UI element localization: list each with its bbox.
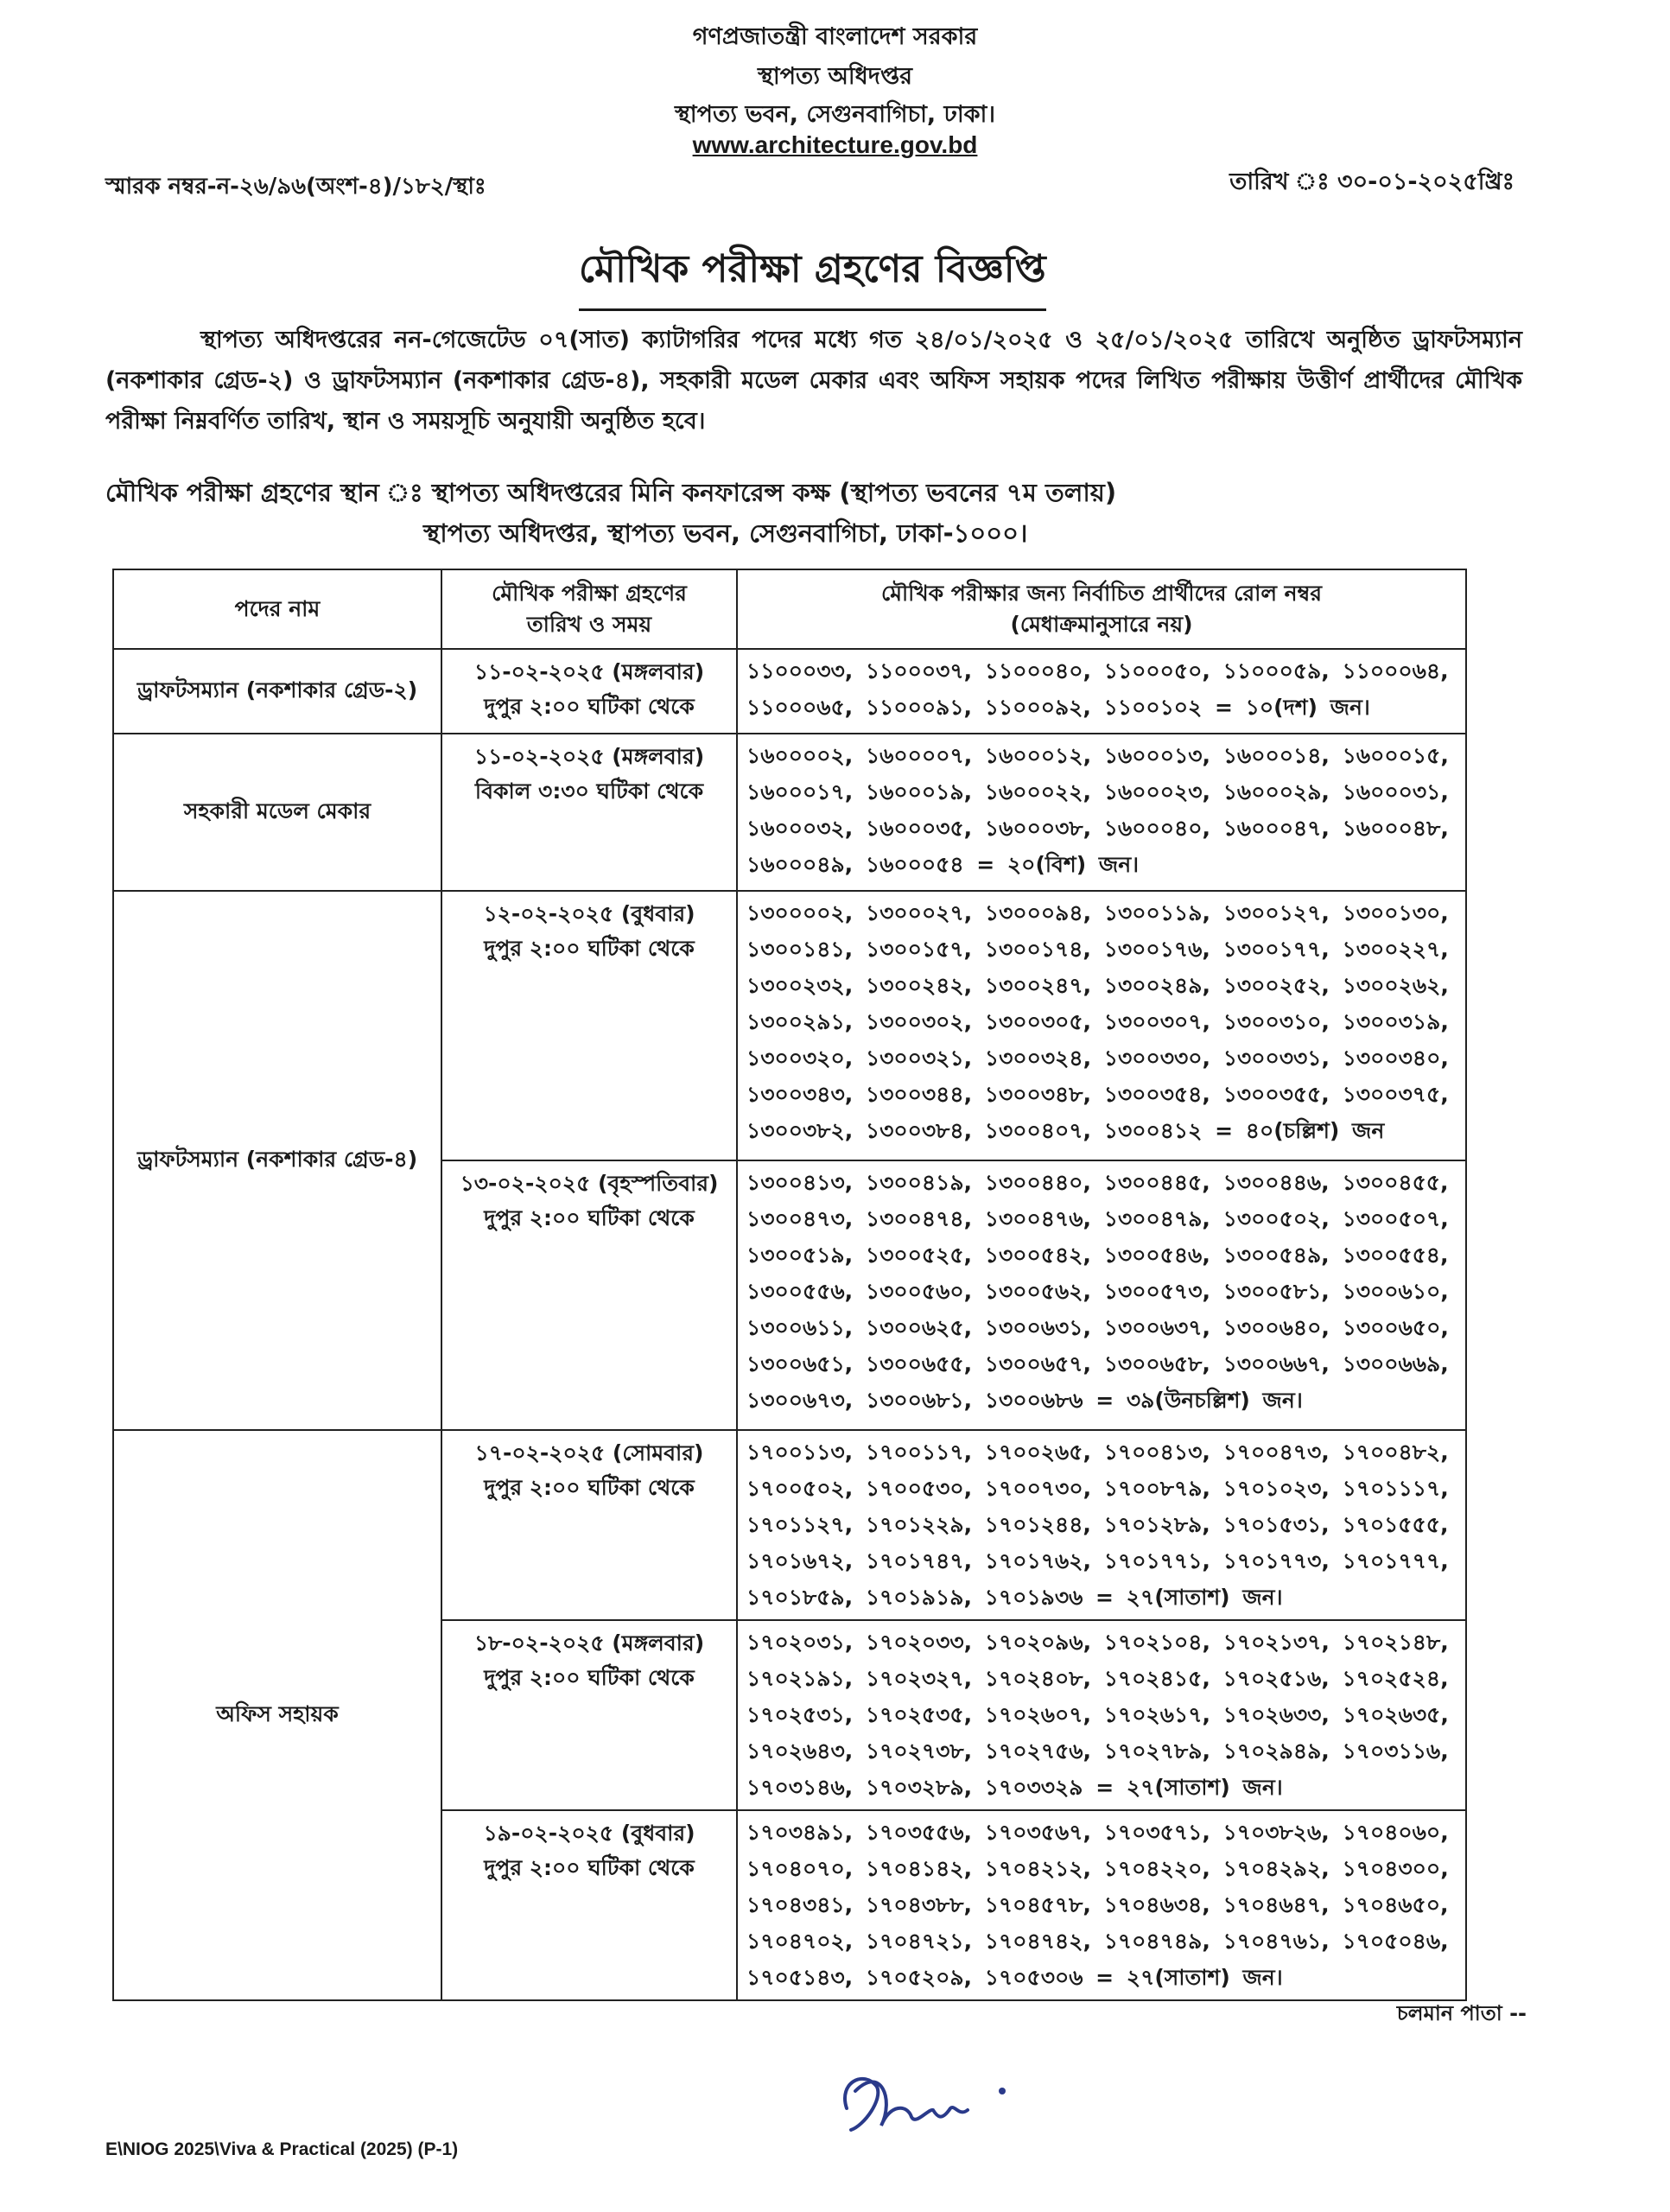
venue-line-1 [105,471,1116,514]
exam-date: ১৭-০২-২০২৫ (সোমবার) [474,1440,704,1465]
rolls-cell: ১৬০০০০২, ১৬০০০০৭, ১৬০০০১২, ১৬০০০১৩, ১৬০০০১৪, ১৬০০০১৫, ১৬০০০১৭, ১৬০০০১৯, ১৬০০০২২, ১৬০০০২৩, ১৬০০০২৯, ১৬০০০৩১, ১৬০০০৩২, ১৬০০০৩৫, ১৬০০০৩৮, ১৬০০০৪০, ১৬০০০৪৭, ১৬০০০৪৮, ১৬০০০৪৯, ১৬০০০৫৪ = ২০(বিশ) জন। [737,734,1466,891]
website-line [0,131,1670,159]
department-name: স্থাপত্য অধিদপ্তর [758,63,912,90]
header-datetime-line2: তারিখ ও সময় [526,612,652,637]
venue-room: স্থাপত্য অধিদপ্তরের মিনি কনফারেন্স কক্ষ (স্থাপত্য ভবনের ৭ম তলায়) [431,478,1117,507]
exam-date: ১৯-০২-২০২৫ (বুধবার) [483,1821,695,1846]
header-rolls-line2: (মেধাক্রমানুসারে নয়) [1010,612,1193,637]
intro-paragraph: স্থাপত্য অধিদপ্তরের নন-গেজেটেড ০৭(সাত) ক্যাটাগরির পদের মধ্যে গত ২৪/০১/২০২৫ ও ২৫/০১/২০২৫ তারিখে অনুষ্ঠিত ড্রাফটসম্যান (নকশাকার গ্রেড-২) ও ড্রাফটসম্যান (নকশাকার গ্রেড-৪), সহকারী মডেল মেকার এবং অফিস সহায়ক পদের লিখিত পরীক্ষায় উত্তীর্ণ প্রার্থীদের মৌখিক পরীক্ষা নিম্নবর্ণিত তারিখ, স্থান ও সময়সূচি অনুযায়ী অনুষ্ঠিত হবে। [105,327,1522,435]
govt-name: গণপ্রজাতন্ত্রী বাংলাদেশ সরকার [692,23,978,50]
post-cell: অফিস সহায়ক [113,1430,441,2000]
header-rolls [737,569,1466,649]
viva-schedule-table [112,569,1467,2001]
exam-date: ১৮-০২-২০২৫ (মঙ্গলবার) [473,1630,705,1656]
signature [829,2056,1028,2152]
rolls-cell: ১৭০২০৩১, ১৭০২০৩৩, ১৭০২০৯৬, ১৭০২১০৪, ১৭০২১৩৭, ১৭০২১৪৮, ১৭০২১৯১, ১৭০২৩২৭, ১৭০২৪০৮, ১৭০২৪১৫, ১৭০২৫১৬, ১৭০২৫২৪, ১৭০২৫৩১, ১৭০২৫৩৫, ১৭০২৬০৭, ১৭০২৬১৭, ১৭০২৬৩৩, ১৭০২৬৩৫, ১৭০২৬৪৩, ১৭০২৭৩৮, ১৭০২৭৫৬, ১৭০২৭৮৯, ১৭০২৯৪৯, ১৭০৩১১৬, ১৭০৩১৪৬, ১৭০৩২৮৯, ১৭০৩৩২৯ = ২৭(সাতাশ) জন। [737,1620,1466,1810]
datetime-cell [441,649,737,734]
table-row [113,649,1466,734]
header-datetime-line1: মৌখিক পরীক্ষা গ্রহণের [492,581,687,606]
post-cell: সহকারী মডেল মেকার [113,734,441,891]
exam-time: দুপুর ২:০০ ঘটিকা থেকে [484,694,695,719]
rolls-cell: ১৩০০০০২, ১৩০০০২৭, ১৩০০০৯৪, ১৩০০১১৯, ১৩০০১২৭, ১৩০০১৩০, ১৩০০১৪১, ১৩০০১৫৭, ১৩০০১৭৪, ১৩০০১৭৬, ১৩০০১৭৭, ১৩০০২২৭, ১৩০০২৩২, ১৩০০২৪২, ১৩০০২৪৭, ১৩০০২৪৯, ১৩০০২৫২, ১৩০০২৬২, ১৩০০২৯১, ১৩০০৩০২, ১৩০০৩০৫, ১৩০০৩০৭, ১৩০০৩১০, ১৩০০৩১৯, ১৩০০৩২০, ১৩০০৩২১, ১৩০০৩২৪, ১৩০০৩৩০, ১৩০০৩৩১, ১৩০০৩৪০, ১৩০০৩৪৩, ১৩০০৩৪৪, ১৩০০৩৪৮, ১৩০০৩৫৪, ১৩০০৩৫৫, ১৩০০৩৭৫, ১৩০০৩৮২, ১৩০০৩৮৪, ১৩০০৪০৭, ১৩০০৪১২ = ৪০(চল্লিশ) জন [737,891,1466,1160]
exam-time: দুপুর ২:০০ ঘটিকা থেকে [484,1205,695,1230]
table-row [113,734,1466,891]
website-link[interactable]: www.architecture.gov.bd [692,131,978,158]
exam-time: দুপুর ২:০০ ঘটিকা থেকে [484,1855,695,1880]
datetime-cell [441,891,737,1160]
notice-title: মৌখিক পরীক্ষা গ্রহণের বিজ্ঞপ্তি [579,240,1046,311]
rolls-cell: ১১০০০৩৩, ১১০০০৩৭, ১১০০০৪০, ১১০০০৫০, ১১০০০৫৯, ১১০০০৬৪, ১১০০০৬৫, ১১০০০৯১, ১১০০০৯২, ১১০০১০২ = ১০(দশ) জন। [737,649,1466,734]
table-row [113,1430,1466,1620]
datetime-cell [441,734,737,891]
header-datetime [441,569,737,649]
rolls-cell: ১৭০৩৪৯১, ১৭০৩৫৫৬, ১৭০৩৫৬৭, ১৭০৩৫৭১, ১৭০৩৮২৬, ১৭০৪০৬০, ১৭০৪০৭০, ১৭০৪১৪২, ১৭০৪২১২, ১৭০৪২২০, ১৭০৪২৯২, ১৭০৪৩০০, ১৭০৪৩৪১, ১৭০৪৩৮৮, ১৭০৪৫৭৮, ১৭০৪৬৩৪, ১৭০৪৬৪৭, ১৭০৪৬৫০, ১৭০৪৭০২, ১৭০৪৭২১, ১৭০৪৭৪২, ১৭০৪৭৪৯, ১৭০৪৭৬১, ১৭০৫০৪৬, ১৭০৫১৪৩, ১৭০৫২০৯, ১৭০৫৩০৬ = ২৭(সাতাশ) জন। [737,1810,1466,2000]
table-header-row [113,569,1466,649]
datetime-cell [441,1430,737,1620]
exam-time: দুপুর ২:০০ ঘটিকা থেকে [484,936,695,961]
footer-file-path: E\NIOG 2025\Viva & Practical (2025) (P-1) [105,2139,459,2159]
datetime-cell [441,1620,737,1810]
rolls-cell: ১৭০০১১৩, ১৭০০১১৭, ১৭০০২৬৫, ১৭০০৪১৩, ১৭০০৪৭৩, ১৭০০৪৮২, ১৭০০৫০২, ১৭০০৫৩০, ১৭০০৭৩০, ১৭০০৮৭৯, ১৭০১০২৩, ১৭০১১১৭, ১৭০১১২৭, ১৭০১২২৯, ১৭০১২৪৪, ১৭০১২৮৯, ১৭০১৫৩১, ১৭০১৫৫৫, ১৭০১৬৭২, ১৭০১৭৪৭, ১৭০১৭৬২, ১৭০১৭৭১, ১৭০১৭৭৩, ১৭০১৭৭৭, ১৭০১৮৫৯, ১৭০১৯১৯, ১৭০১৯৩৬ = ২৭(সাতাশ) জন। [737,1430,1466,1620]
exam-date: ১১-০২-২০২৫ (মঙ্গলবার) [473,744,705,769]
memo-number: স্মারক নম্বর-ন-২৬/৯৬(অংশ-৪)/১৮২/স্থাঃ [105,174,486,200]
datetime-cell [441,1810,737,2000]
exam-date: ১১-০২-২০২৫ (মঙ্গলবার) [473,659,705,684]
header-post: পদের নাম [113,569,441,649]
continued-note: চলমান পাতা -- [1396,2001,1527,2025]
post-cell: ড্রাফটসম্যান (নকশাকার গ্রেড-৪) [113,891,441,1430]
rolls-cell: ১৩০০৪১৩, ১৩০০৪১৯, ১৩০০৪৪০, ১৩০০৪৪৫, ১৩০০৪৪৬, ১৩০০৪৫৫, ১৩০০৪৭৩, ১৩০০৪৭৪, ১৩০০৪৭৬, ১৩০০৪৭৯, ১৩০০৫০২, ১৩০০৫০৭, ১৩০০৫১৯, ১৩০০৫২৫, ১৩০০৫৪২, ১৩০০৫৪৬, ১৩০০৫৪৯, ১৩০০৫৫৪, ১৩০০৫৫৬, ১৩০০৫৬০, ১৩০০৫৬২, ১৩০০৫৭৩, ১৩০০৫৮১, ১৩০০৬১০, ১৩০০৬১১, ১৩০০৬২৫, ১৩০০৬৩১, ১৩০০৬৩৭, ১৩০০৬৪০, ১৩০০৬৫০, ১৩০০৬৫১, ১৩০০৬৫৫, ১৩০০৬৫৭, ১৩০০৬৫৮, ১৩০০৬৬৭, ১৩০০৬৬৯, ১৩০০৬৭৩, ১৩০০৬৮১, ১৩০০৬৮৬ = ৩৯(উনচল্লিশ) জন। [737,1160,1466,1430]
post-cell: ড্রাফটসম্যান (নকশাকার গ্রেড-২) [113,649,441,734]
venue-label: মৌখিক পরীক্ষা গ্রহণের স্থান ঃ [105,478,423,507]
exam-time: দুপুর ২:০০ ঘটিকা থেকে [484,1475,695,1500]
exam-date: ১৩-০২-২০২৫ (বৃহস্পতিবার) [460,1171,719,1196]
notice-date: তারিখ ঃ ৩০-০১-২০২৫খ্রিঃ [1229,168,1514,195]
header-rolls-line1: মৌখিক পরীক্ষার জন্য নির্বাচিত প্রার্থীদের রোল নম্বর [880,581,1323,606]
exam-time: দুপুর ২:০০ ঘটিকা থেকে [484,1665,695,1690]
exam-time: বিকাল ৩:৩০ ঘটিকা থেকে [474,779,704,804]
office-address: স্থাপত্য ভবন, সেগুনবাগিচা, ঢাকা। [674,101,996,128]
exam-date: ১২-০২-২০২৫ (বুধবার) [483,901,695,926]
datetime-cell [441,1160,737,1430]
table-row [113,891,1466,1160]
venue-line-2: স্থাপত্য অধিদপ্তর, স্থাপত্য ভবন, সেগুনবাগিচা, ঢাকা-১০০০। [423,518,1028,548]
